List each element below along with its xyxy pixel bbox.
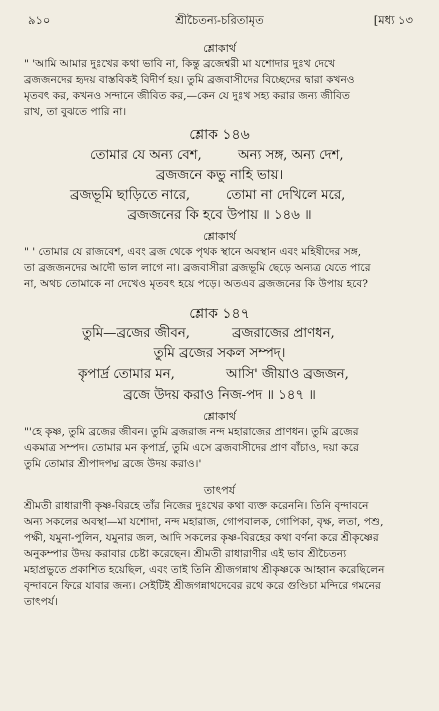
verse-line: ব্রজরাজের প্রাণধন, (232, 326, 335, 341)
running-title: শ্রীচৈতন্য-চরিতামৃত (175, 13, 264, 27)
text-line: অনুকম্পার উদয় করাবার চেষ্টা করেছেন। শ্রীমতী রাধারাণীর এই ভাব শ্রীচৈতন্য (24, 548, 347, 560)
verse-heading: শ্লোক ১৪৬ (189, 127, 250, 143)
text-line: পক্ষী, যমুনা-পুলিন, যমুনার জল, আদি সকলের কৃষ্ণ-বিরহের কথা বর্ণনা করে শ্রীকৃষ্ণের (24, 532, 379, 544)
text-line: মৃতবৎ কর, কখনও সন্দানে জীবিত কর,—কেন যে দুঃখ সহ্য করার জন্য জীবিত (24, 90, 350, 102)
text-line: তুমি তোমার শ্রীপাদপদ্ম ব্রজে উদয় করাও।' (24, 458, 202, 470)
purport-label: তাৎপর্য (203, 484, 236, 497)
verse-line: তোমা না দেখিলে মরে, (226, 188, 346, 203)
text-line: তাৎপর্য। (24, 596, 58, 608)
verse-line: কৃপার্দ্র তোমার মন, (78, 367, 175, 382)
translation-paragraph (24, 56, 419, 120)
verse-line: তোমার যে অন্য বেশ, (90, 148, 202, 163)
translation-paragraph (24, 424, 419, 472)
purport-paragraph (24, 498, 419, 610)
page-header (0, 8, 439, 30)
text-line: মহাপ্রভুতে প্রকাশিত হয়েছিল, এবং তাই তিনি শ্রীজগন্নাথ শ্রীকৃষ্ণকে আহ্বান করেছিলেন (24, 564, 385, 576)
verse-line: ব্রজভূমি ছাড়িতে নারে, (70, 188, 191, 203)
verse-line: ব্রজে উদয় করাও নিজ-পদ ॥ ১৪৭ ॥ (123, 388, 316, 403)
text-line: রাখ, তা বুঝতে পারি না। (24, 106, 127, 118)
translation-paragraph (24, 244, 419, 292)
text-line: তা ব্রজজনদের আদৌ ভাল লাগে না। ব্রজবাসীরা ব্রজভূমি ছেড়ে অন্যত্র যেতে পারে (24, 262, 371, 274)
translation-label: শ্লোকার্থ (203, 230, 236, 243)
text-line: " 'আমি আমার দুঃখের কথা ভাবি না, কিন্তু ব্রজেশ্বরী মা যশোদার দুঃখ দেখে (24, 58, 336, 70)
verse-line: তুমি—ব্রজের জীবন, (82, 326, 190, 341)
text-line: শ্রীমতী রাধারাণী কৃষ্ণ-বিরহে তাঁর নিজের দুঃখের কথা ব্যক্ত করেননি। তিনি বৃন্দাবনে (24, 500, 369, 512)
verse-line: ব্রজজনের কি হবে উপায় ॥ ১৪৬ ॥ (127, 208, 312, 223)
text-line: ব্রজজনদের হৃদয় বাস্তবিকই বিদীর্ণ হয়। তুমি ব্রজবাসীদের বিচ্ছেদের দ্বারা কখনও (24, 74, 355, 86)
verse-line: তুমি ব্রজের সকল সম্পদ্। (153, 346, 286, 361)
verse-line: ব্রজজনে কভু নাহি ভায়। (155, 168, 284, 183)
text-line: অন্য সকলের অবস্থা—মা যশোদা, নন্দ মহারাজ, গোপবালক, গোপিকা, বৃক্ষ, লতা, পশু, (24, 516, 384, 528)
text-line: " ' তোমার যে রাজবেশ, এবং ব্রজ থেকে পৃথক স্থানে অবস্থান এবং মহিষীদের সঙ্গ, (24, 246, 362, 258)
text-line: বৃন্দাবনে ফিরে যাবার জন্য। সেইটিই শ্রীজগন্নাথদেবের রথে করে গুণ্ডিচা মন্দিরে গমনের (24, 580, 381, 592)
section-marker: [মধ্য ১৩ (373, 13, 413, 27)
verse-line: অন্য সঙ্গ, অন্য দেশ, (238, 148, 344, 163)
translation-label: শ্লোকার্থ (203, 42, 236, 55)
verse-line: আসি' জীয়াও ব্রজজন, (226, 367, 349, 382)
translation-label: শ্লোকার্থ (203, 410, 236, 423)
page-number: ৯১০ (28, 13, 51, 27)
verse-heading: শ্লোক ১৪৭ (189, 306, 250, 322)
text-line: না, অথচ তোমাকে না দেখেও মৃতবৎ হয়ে পড়ে। অতএব ব্রজজনের কি উপায় হবে? (24, 278, 368, 290)
text-line: একমাত্র সম্পদ। তোমার মন কৃপার্দ্র, তুমি এসে ব্রজবাসীদের প্রাণ বাঁচাও, দয়া করে (24, 442, 359, 454)
text-line: "'হে কৃষ্ণ, তুমি ব্রজের জীবন। তুমি ব্রজরাজ নন্দ মহারাজের প্রাণধন। তুমি ব্রজের (24, 426, 359, 438)
